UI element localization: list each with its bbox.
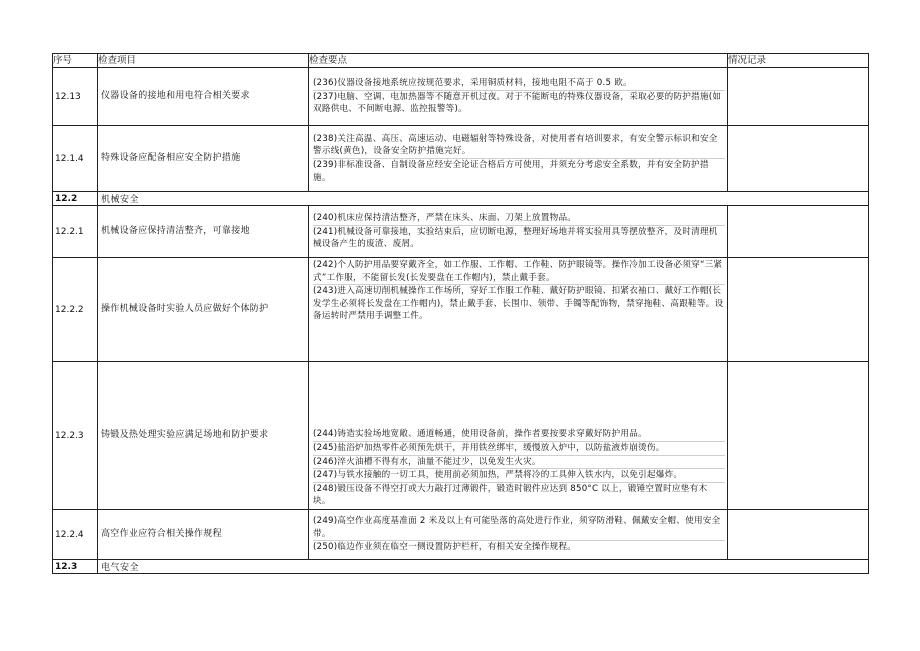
row-number: 12.13 <box>53 68 98 126</box>
check-point: (244)铸造实验场地宽敞、通道畅通，使用设备前，操作者要按要求穿戴好防护用品。 <box>313 428 725 442</box>
check-point: (246)淬火油槽不得有水，油量不能过少，以免发生火灾。 <box>313 456 725 470</box>
record-cell[interactable] <box>728 362 869 510</box>
check-item: 机械设备应保持清洁整齐，可靠接地 <box>98 206 309 258</box>
section-title: 电气安全 <box>98 560 869 574</box>
check-item: 铸锻及热处理实验应满足场地和防护要求 <box>98 362 309 510</box>
check-points <box>309 258 728 362</box>
check-item: 仪器设备的接地和用电符合相关要求 <box>98 68 309 126</box>
check-point: (237)电脑、空调、电加热器等不随意开机过夜。对于不能断电的特殊仪器设备，采取必要的防护措施(如双路供电、不间断电源、监控报警等)。 <box>313 91 722 115</box>
section-row <box>53 192 869 206</box>
header-item: 检查项目 <box>98 54 309 68</box>
check-point: (249)高空作业高度基准面 2 米及以上有可能坠落的高处进行作业，须穿防滑鞋、佩戴安全帽、使用安全带。 <box>313 515 725 541</box>
check-points <box>309 510 728 560</box>
check-item: 操作机械设备时实验人员应做好个体防护 <box>98 258 309 362</box>
table-row <box>53 68 869 126</box>
header-row <box>53 54 869 68</box>
record-cell[interactable] <box>728 126 869 192</box>
record-cell[interactable] <box>728 510 869 560</box>
section-number: 12.3 <box>53 560 98 574</box>
table-row <box>53 510 869 560</box>
row-number: 12.2.2 <box>53 258 98 362</box>
check-point: (238)关注高温、高压、高速运动、电磁辐射等特殊设备，对使用者有培训要求，有安全警示标识和安全警示线(黄色)，设备安全防护措施完好。 <box>313 133 725 159</box>
check-points <box>309 206 728 258</box>
check-point: (250)临边作业须在临空一侧设置防护栏杆，有相关安全操作规程。 <box>313 542 577 553</box>
section-row <box>53 560 869 574</box>
row-number: 12.2.3 <box>53 362 98 510</box>
header-no: 序号 <box>53 54 98 68</box>
row-number: 12.2.1 <box>53 206 98 258</box>
check-point: (242)个人防护用品要穿戴齐全，如工作服、工作帽、工作鞋、防护眼镜等。操作冷加工设备必须穿“三紧式”工作服，不能留长发(长发要盘在工作帽内)，禁止戴手套。 <box>313 259 725 285</box>
check-item: 特殊设备应配备相应安全防护措施 <box>98 126 309 192</box>
check-points <box>309 126 728 192</box>
check-point: (239)非标准设备、自制设备应经安全论证合格后方可使用，并须充分考虑安全系数，并有安全防护措施。 <box>313 160 709 183</box>
check-point: (243)进入高速切削机械操作工作场所，穿好工作服工作鞋、戴好防护眼镜、扣紧衣袖口、戴好工作帽(长发学生必须将长发盘在工作帽内)，禁止戴手套、长围巾、领带、手镯等配饰物，禁穿拖鞋、高跟鞋等。设备运转时严禁用手调整工件。 <box>313 286 724 322</box>
section-number: 12.2 <box>53 192 98 206</box>
row-number: 12.1.4 <box>53 126 98 192</box>
check-point: (236)仪器设备接地系统应按规范要求，采用铜质材料，接地电阻不高于 0.5 欧。 <box>313 77 725 91</box>
record-cell[interactable] <box>728 206 869 258</box>
check-points <box>309 362 728 510</box>
table-row <box>53 206 869 258</box>
check-point: (241)机械设备可靠接地，实验结束后，应切断电源，整理好场地并将实验用具等摆放整齐，及时清理机械设备产生的废渣、废屑。 <box>313 226 718 250</box>
check-item: 高空作业应符合相关操作规程 <box>98 510 309 560</box>
check-point: (245)盐浴炉加热零件必须预先烘干，并用铁丝绑牢，缓慢放入炉中，以防盐液炸崩烫伤。 <box>313 442 725 456</box>
table-row <box>53 258 869 362</box>
check-point: (248)锻压设备不得空打或大力敲打过薄锻件，锻造时锻件应达到 850°C 以上，锻锤空置时应垫有木块。 <box>313 483 708 507</box>
record-cell[interactable] <box>728 68 869 126</box>
row-number: 12.2.4 <box>53 510 98 560</box>
header-record: 情况记录 <box>728 54 869 68</box>
record-cell[interactable] <box>728 258 869 362</box>
table-row <box>53 362 869 510</box>
inspection-table <box>52 53 869 574</box>
header-points: 检查要点 <box>309 54 728 68</box>
section-title: 机械安全 <box>98 192 869 206</box>
check-point: (240)机床应保持清洁整齐，严禁在床头、床面、刀架上放置物品。 <box>313 212 725 226</box>
table-row <box>53 126 869 192</box>
check-points <box>309 68 728 126</box>
check-point: (247)与铁水接触的一切工具，使用前必须加热，严禁将冷的工具伸入铁水内，以免引起爆炸。 <box>313 469 725 483</box>
